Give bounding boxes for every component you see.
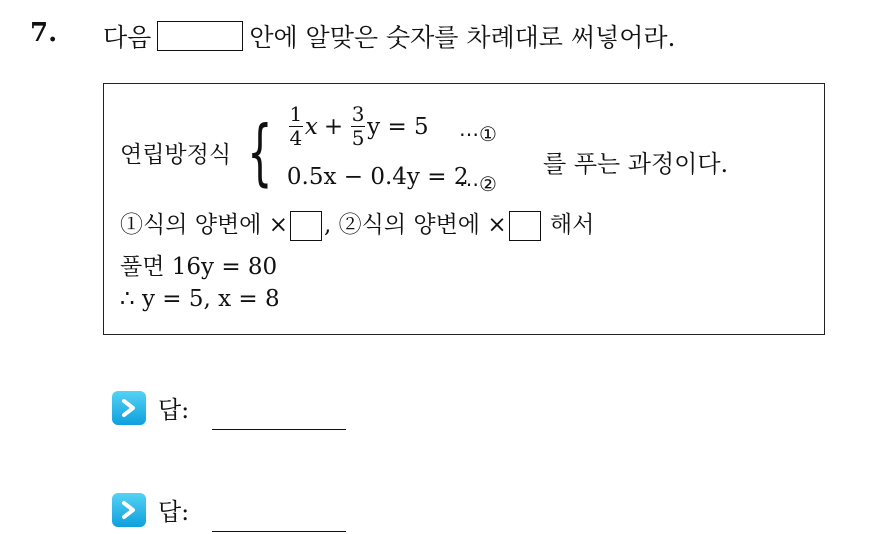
eq1-marker: ⋯① bbox=[459, 122, 497, 146]
eq1-rest: y = 5 bbox=[367, 113, 429, 140]
eq2-marker: ⋯② bbox=[459, 172, 497, 196]
answer-field-2[interactable] bbox=[212, 531, 346, 532]
fraction-2-den: 5 bbox=[351, 126, 365, 150]
step-line-3: 풀면 16y = 80 bbox=[120, 254, 278, 280]
fraction-1 bbox=[289, 104, 303, 149]
fraction-2-num: 3 bbox=[351, 102, 365, 126]
system-label: 연립방정식 bbox=[120, 141, 232, 168]
question-number: 7. bbox=[30, 18, 58, 48]
prompt-before: 다음 bbox=[103, 23, 152, 52]
fraction-1-den: 4 bbox=[289, 126, 303, 150]
answer-row-1 bbox=[112, 390, 189, 425]
step2-b: , ②식의 양변에 × bbox=[323, 212, 507, 238]
blank-box bbox=[157, 21, 243, 51]
eq1-x: x bbox=[304, 113, 318, 140]
equation-1 bbox=[287, 104, 429, 149]
brace-icon: { bbox=[247, 110, 273, 194]
answer-label: 답: bbox=[158, 498, 190, 526]
problem-box bbox=[103, 83, 825, 335]
answer-row-2 bbox=[112, 492, 189, 527]
blank-box-1 bbox=[290, 211, 322, 241]
answer-field-1[interactable] bbox=[212, 429, 346, 430]
eq1-plus: + bbox=[323, 113, 344, 140]
system-after-text: 를 푸는 과정이다. bbox=[543, 150, 729, 178]
step-line-2 bbox=[120, 206, 594, 241]
step2-c: 해서 bbox=[549, 212, 595, 238]
step-line-4: ∴ y = 5, x = 8 bbox=[120, 286, 280, 312]
equations bbox=[287, 104, 547, 200]
fraction-1-num: 1 bbox=[289, 102, 303, 126]
step2-a: ①식의 양변에 × bbox=[120, 212, 288, 238]
equation-2: 0.5x − 0.4y = 2 bbox=[286, 164, 469, 190]
question-prompt bbox=[103, 18, 675, 54]
prompt-after: 안에 알맞은 숫자를 차례대로 써넣어라. bbox=[249, 23, 676, 52]
arrow-right-icon bbox=[112, 391, 146, 425]
answer-label: 답: bbox=[158, 396, 190, 424]
arrow-right-icon bbox=[112, 493, 146, 527]
blank-box-2 bbox=[509, 211, 541, 241]
fraction-2 bbox=[351, 104, 365, 149]
